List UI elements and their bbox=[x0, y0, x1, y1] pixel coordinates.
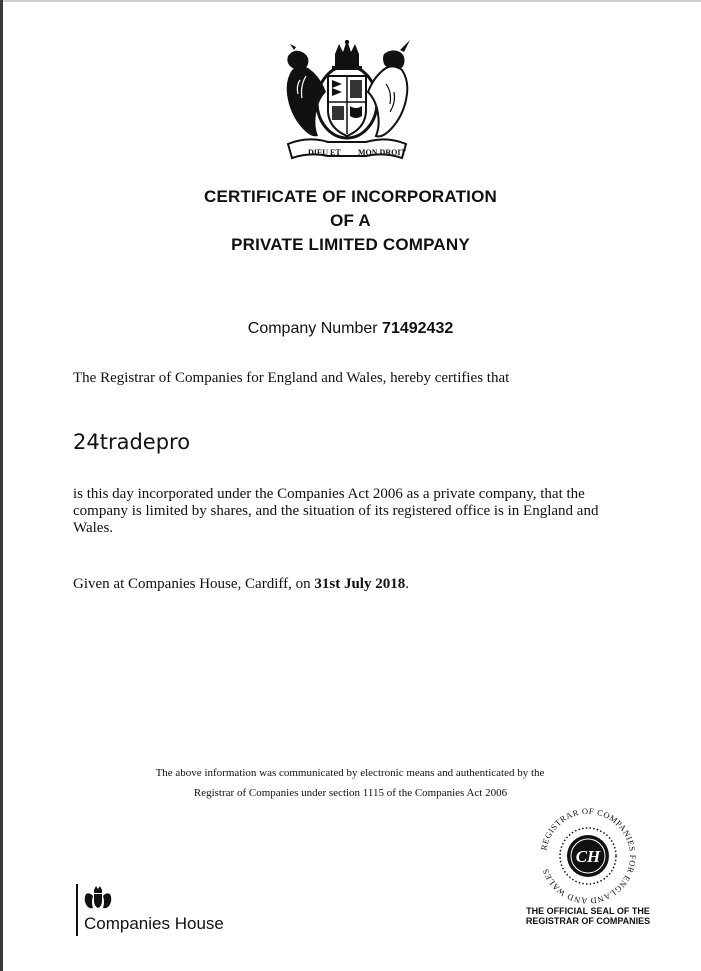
page-top-border bbox=[0, 0, 701, 2]
motto-left-text: DIEU ET bbox=[308, 148, 341, 157]
companies-house-logo-text: Companies House bbox=[84, 914, 224, 933]
given-at-statement bbox=[73, 576, 409, 593]
registrar-seal-icon bbox=[532, 800, 644, 912]
company-number-value: 71492432 bbox=[382, 320, 454, 337]
companies-house-crest-icon bbox=[84, 886, 112, 910]
royal-coat-of-arms-icon bbox=[278, 40, 416, 168]
seal-monogram: CH bbox=[575, 847, 601, 866]
incorporation-date: 31st July 2018 bbox=[314, 576, 406, 592]
certificate-title-line-3: PRIVATE LIMITED COMPANY bbox=[231, 235, 470, 254]
certificate-title-line-1: CERTIFICATE OF INCORPORATION bbox=[203, 187, 497, 206]
seal-ring-text: REGISTRAR OF COMPANIES FOR ENGLAND AND WALES bbox=[539, 806, 638, 906]
authentication-line-2: Registrar of Companies under section 1115 of the Companies Act 2006 bbox=[193, 787, 508, 799]
company-name: 24tradepro bbox=[73, 430, 191, 454]
companies-house-logo bbox=[76, 884, 256, 936]
certificate-title-line-2: OF A bbox=[330, 211, 371, 230]
incorporation-statement: is this day incorporated under the Companies Act 2006 as a private company, that the company is limited by shares, and the situation of its registered office is in England and Wales. bbox=[73, 486, 599, 536]
given-prefix: Given at Companies House, Cardiff, on bbox=[73, 576, 311, 592]
seal-caption-line-2: REGISTRAR OF COMPANIES bbox=[525, 916, 651, 926]
seal-caption bbox=[503, 906, 673, 926]
company-number bbox=[0, 320, 701, 338]
page-left-border bbox=[0, 0, 3, 971]
authentication-line-1: The above information was communicated by electronic means and authenticated by the bbox=[155, 767, 545, 779]
logo-divider-bar bbox=[76, 884, 78, 936]
seal-caption-line-1: THE OFFICIAL SEAL OF THE bbox=[526, 906, 650, 916]
given-suffix: . bbox=[405, 576, 409, 592]
registrar-certifies-text: The Registrar of Companies for England and Wales, hereby certifies that bbox=[73, 370, 510, 386]
motto-right-text: MON DROIT bbox=[358, 148, 406, 157]
company-number-label: Company Number bbox=[247, 320, 378, 337]
